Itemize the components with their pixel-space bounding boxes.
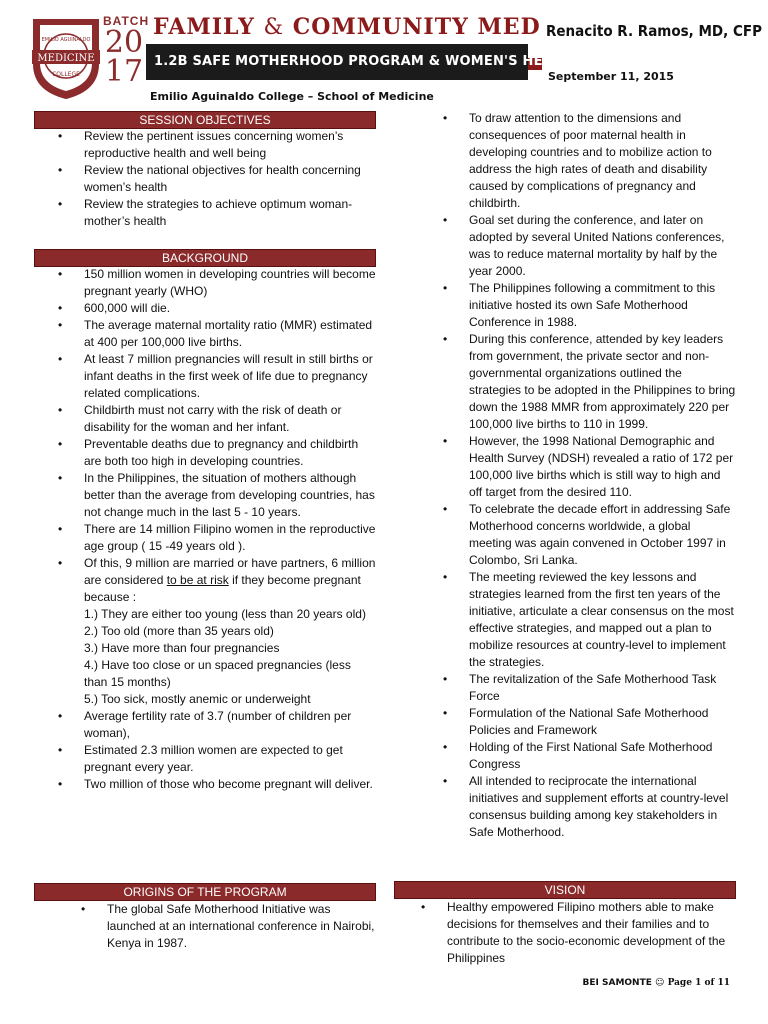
right-column-list <box>440 110 736 841</box>
list-item: • There are 14 million Filipino women in the reproductive age group ( 15 -49 years old ). <box>55 521 377 555</box>
list-item: • 150 million women in developing countries will become pregnant yearly (WHO) <box>55 266 377 300</box>
list-item: • Two million of those who become pregnant will deliver. <box>55 776 377 793</box>
page-footer <box>583 978 730 988</box>
list-item: • The revitalization of the Safe Motherhood Task Force <box>440 671 736 705</box>
section-header-vision: VISION <box>394 881 736 899</box>
logo-top-text: EMILIO AGUINALDO <box>41 37 91 43</box>
page-number: Page 1 of 11 <box>667 978 730 988</box>
list-item: • At least 7 million pregnancies will result in still births or infant deaths in the first week of life due to pregnancy related complications. <box>55 351 377 402</box>
risk-reason: 5.) Too sick, mostly anemic or underweight <box>84 692 311 706</box>
list-item: • The meeting reviewed the key lessons and strategies learned from the first ten years of the initiative, articulate a clear consensus on the most effective strategies, and mapped out a plan to mobilize resources at country-level to implement the strategies. <box>440 569 736 671</box>
risk-reason: 4.) Have too close or un spaced pregnancies (less than 15 months) <box>84 658 351 689</box>
list-item: • To draw attention to the dimensions and consequences of poor maternal health in developing countries and to mobilize action to address the high rates of death and disability caused by complications of pregnancy and childbirth. <box>440 110 736 212</box>
list-item: • Formulation of the National Safe Motherhood Policies and Framework <box>440 705 736 739</box>
section-header-origins: ORIGINS OF THE PROGRAM <box>34 883 376 901</box>
section-header-background: BACKGROUND <box>34 249 376 267</box>
list-item: • Review the national objectives for health concerning women’s health <box>55 162 377 196</box>
batch-year-bottom: 17 <box>104 54 144 89</box>
title-part-1: FAMILY <box>153 14 255 40</box>
list-item: • Review the pertinent issues concerning women’s reproductive health and well being <box>55 128 377 162</box>
list-item: • Childbirth must not carry with the risk of death or disability for the woman and her infant. <box>55 402 377 436</box>
list-item: • However, the 1998 National Demographic and Health Survey (NDSH) revealed a ratio of 172 per 100,000 live births which is still way to high and off target from the desired 110. <box>440 433 736 501</box>
list-item: • In the Philippines, the situation of mothers although better than the average from developing countries, has not change much in the last 5 - 10 years. <box>55 470 377 521</box>
list-item: • During this conference, attended by key leaders from government, the private sector and non-governmental organizations outlined the strategies to be adopted in the Philippines to bring down the 1988 MMR from approximately 220 per 100,000 live births to 110 in 1999. <box>440 331 736 433</box>
footer-signature: BEI SAMONTE <box>582 978 652 988</box>
objectives-list <box>55 128 377 230</box>
list-item: • Holding of the First National Safe Motherhood Congress <box>440 739 736 773</box>
batch-year-top: 20 <box>104 25 144 60</box>
list-item: • Preventable deaths due to pregnancy and childbirth are both too high in developing countries. <box>55 436 377 470</box>
at-risk-text-before: Of this, 9 million are married or have partners, 6 million are considered <box>84 556 376 587</box>
logo-bottom-text: COLLEGE <box>52 71 80 78</box>
list-item: • The Philippines following a commitment to this initiative hosted its own Safe Motherhood Conference in 1988. <box>440 280 736 331</box>
list-item: • 600,000 will die. <box>55 300 377 317</box>
author-name: Renacito R. Ramos, MD, CFP <box>546 22 762 40</box>
list-item: • Average fertility rate of 3.7 (number of children per woman), <box>55 708 377 742</box>
batch-label: BATCH <box>103 14 150 28</box>
risk-reason: 2.) Too old (more than 35 years old) <box>84 624 274 638</box>
list-item: • Review the strategies to achieve optimum woman-mother’s health <box>55 196 377 230</box>
at-risk-text-after: if they become pregnant because : <box>84 573 361 604</box>
list-item: • Estimated 2.3 million women are expected to get pregnant every year. <box>55 742 377 776</box>
section-header-objectives: SESSION OBJECTIVES <box>34 111 376 129</box>
at-risk-underlined: to be at risk <box>166 573 229 587</box>
list-item: • The average maternal mortality ratio (MMR) estimated at 400 per 100,000 live births. <box>55 317 377 351</box>
list-item: • To celebrate the decade effort in addressing Safe Motherhood concerns worldwide, a global meeting was again convened in October 1997 in Colombo, Sri Lanka. <box>440 501 736 569</box>
list-item-at-risk <box>55 555 377 708</box>
origins-list <box>78 901 376 952</box>
logo-banner-text: MEDICINE <box>37 53 95 64</box>
risk-reason: 3.) Have more than four pregnancies <box>84 641 280 655</box>
background-list <box>55 266 377 793</box>
risk-reason: 1.) They are either too young (less than 20 years old) <box>84 607 366 621</box>
page-title <box>153 14 541 40</box>
topic-title: 1.2B SAFE MOTHERHOOD PROGRAM & WOMEN'S HEALTH <box>154 54 580 69</box>
college-seal-logo <box>30 14 102 100</box>
lecture-date: September 11, 2015 <box>548 70 674 83</box>
list-item: • Healthy empowered Filipino mothers able to make decisions for themselves and their families and to contribute to the socio-economic development of the Philippines <box>418 899 734 967</box>
school-name: Emilio Aguinaldo College – School of Medicine <box>150 90 434 103</box>
title-part-2: COMMUNITY MED <box>292 14 541 40</box>
batch-badge <box>103 14 150 89</box>
list-item: • All intended to reciprocate the international initiatives and supplement efforts at country-level consensus building among key stakeholders in Safe Motherhood. <box>440 773 736 841</box>
list-item: • The global Safe Motherhood Initiative was launched at an international conference in Nairobi, Kenya in 1987. <box>78 901 376 952</box>
list-item: • Goal set during the conference, and later on adopted by several United Nations conferences, was to reduce maternal mortality by half by the year 2000. <box>440 212 736 280</box>
title-ampersand: & <box>263 15 285 40</box>
vision-list <box>418 899 734 967</box>
smiley-icon: ☺ <box>655 978 665 988</box>
